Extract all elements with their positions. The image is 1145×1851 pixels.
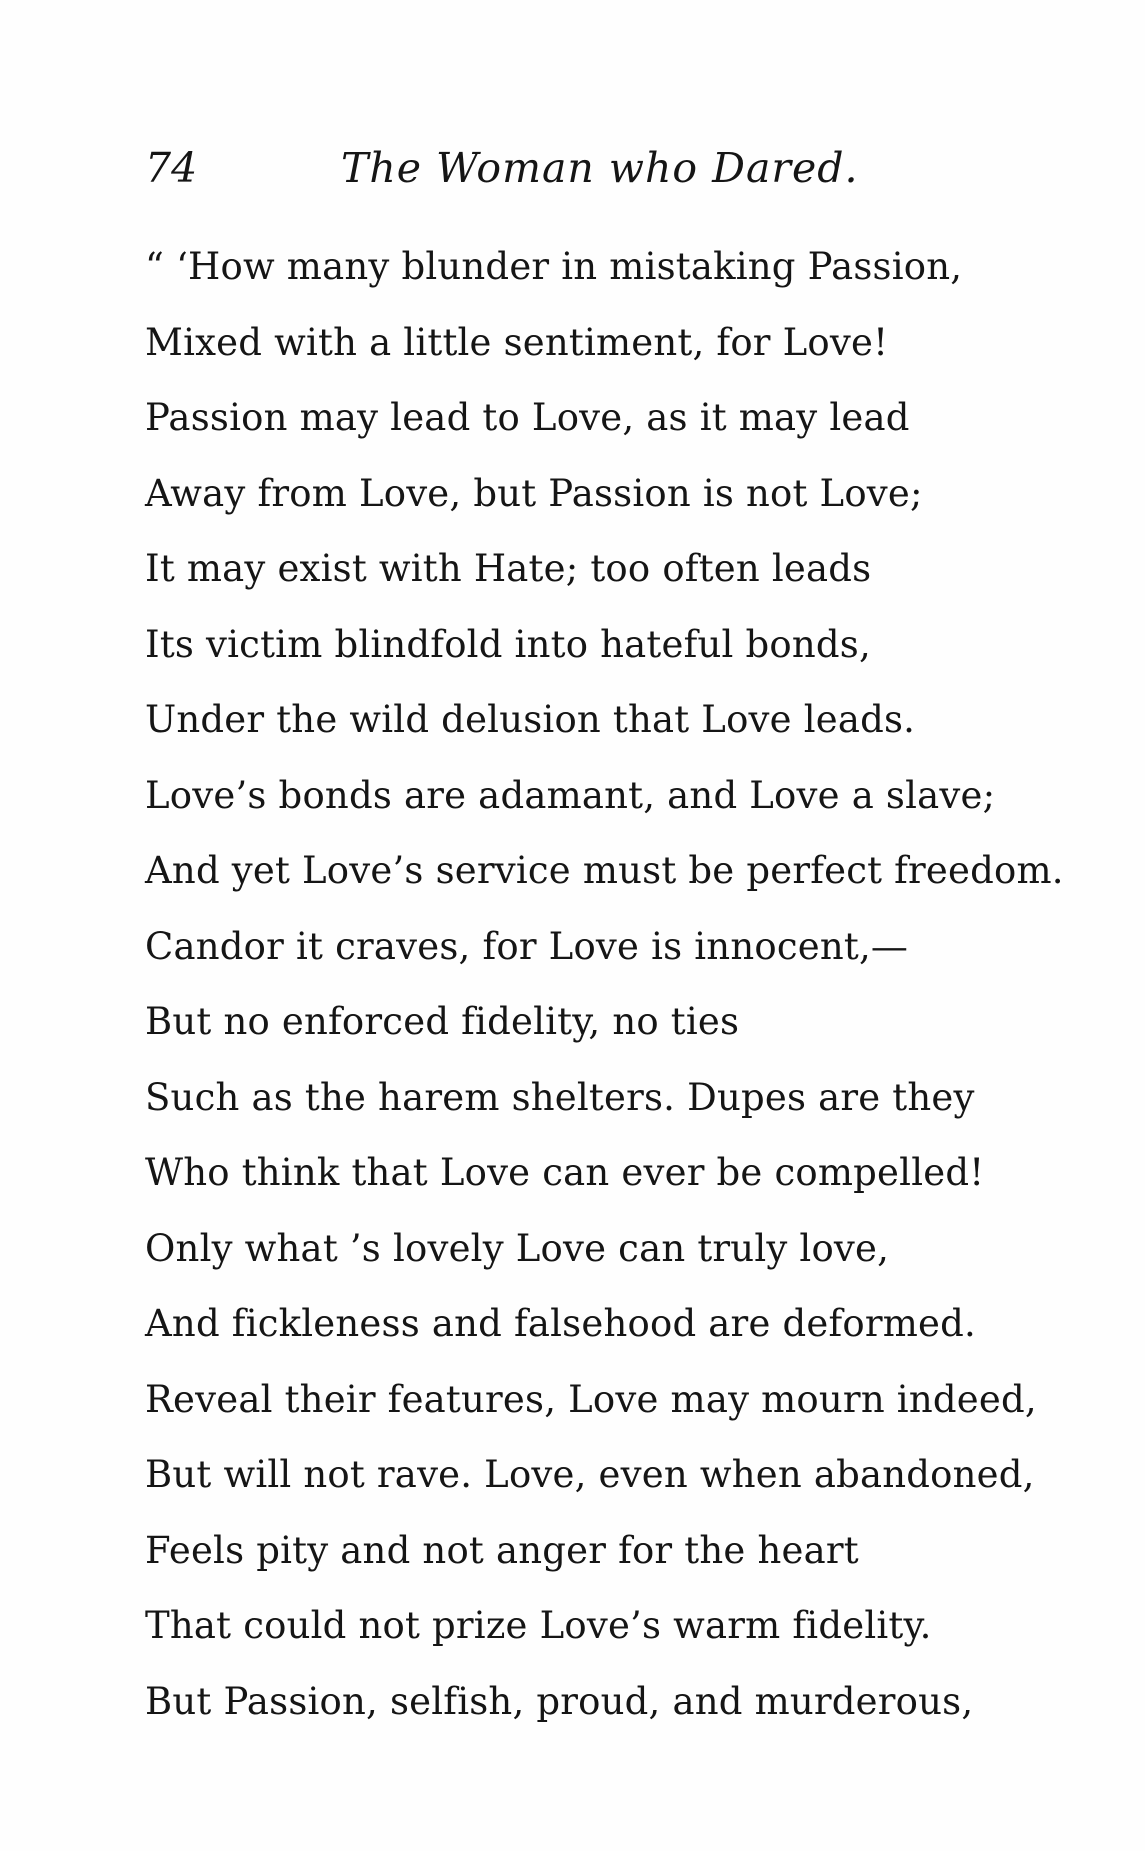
poem-line: Feels pity and not anger for the heart xyxy=(145,1528,859,1572)
poem-line: But will not rave. Love, even when abandoned, xyxy=(145,1453,1035,1496)
poem-line: Reveal their features, Love may mourn indeed, xyxy=(145,1377,1037,1421)
poem-line: Love’s bonds are adamant, and Love a slave; xyxy=(145,773,996,817)
poem-line: Away from Love, but Passion is not Love; xyxy=(145,471,923,515)
poem-line: Passion may lead to Love, as it may lead xyxy=(145,396,910,439)
running-head xyxy=(145,138,905,198)
poem-line: And fickleness and falsehood are deformed. xyxy=(145,1302,976,1345)
poem-line: But no enforced fidelity, no ties xyxy=(145,1000,740,1043)
poem-text xyxy=(145,247,1075,1757)
page-number: 74 xyxy=(145,144,198,192)
poem-line: Such as the harem shelters. Dupes are they xyxy=(145,1075,975,1119)
poem-line: Its victim blindfold into hateful bonds, xyxy=(145,622,871,666)
poem-line: Candor it craves, for Love is innocent,— xyxy=(145,924,909,968)
book-title: The Woman who Dared. xyxy=(341,144,859,192)
poem-line: And yet Love’s service must be perfect freedom. xyxy=(145,849,1064,892)
poem-line: “ ‘How many blunder in mistaking Passion, xyxy=(145,245,963,288)
poem-line: Only what ’s lovely Love can truly love, xyxy=(145,1226,890,1270)
poem-line: It may exist with Hate; too often leads xyxy=(145,547,872,590)
poem-line: But Passion, selfish, proud, and murderous, xyxy=(145,1679,974,1723)
poem-line: Under the wild delusion that Love leads. xyxy=(145,698,916,741)
poem-line: Who think that Love can ever be compelled! xyxy=(145,1151,985,1194)
poem-line: That could not prize Love’s warm fidelity. xyxy=(145,1604,932,1647)
poem-line: Mixed with a little sentiment, for Love! xyxy=(145,320,889,364)
